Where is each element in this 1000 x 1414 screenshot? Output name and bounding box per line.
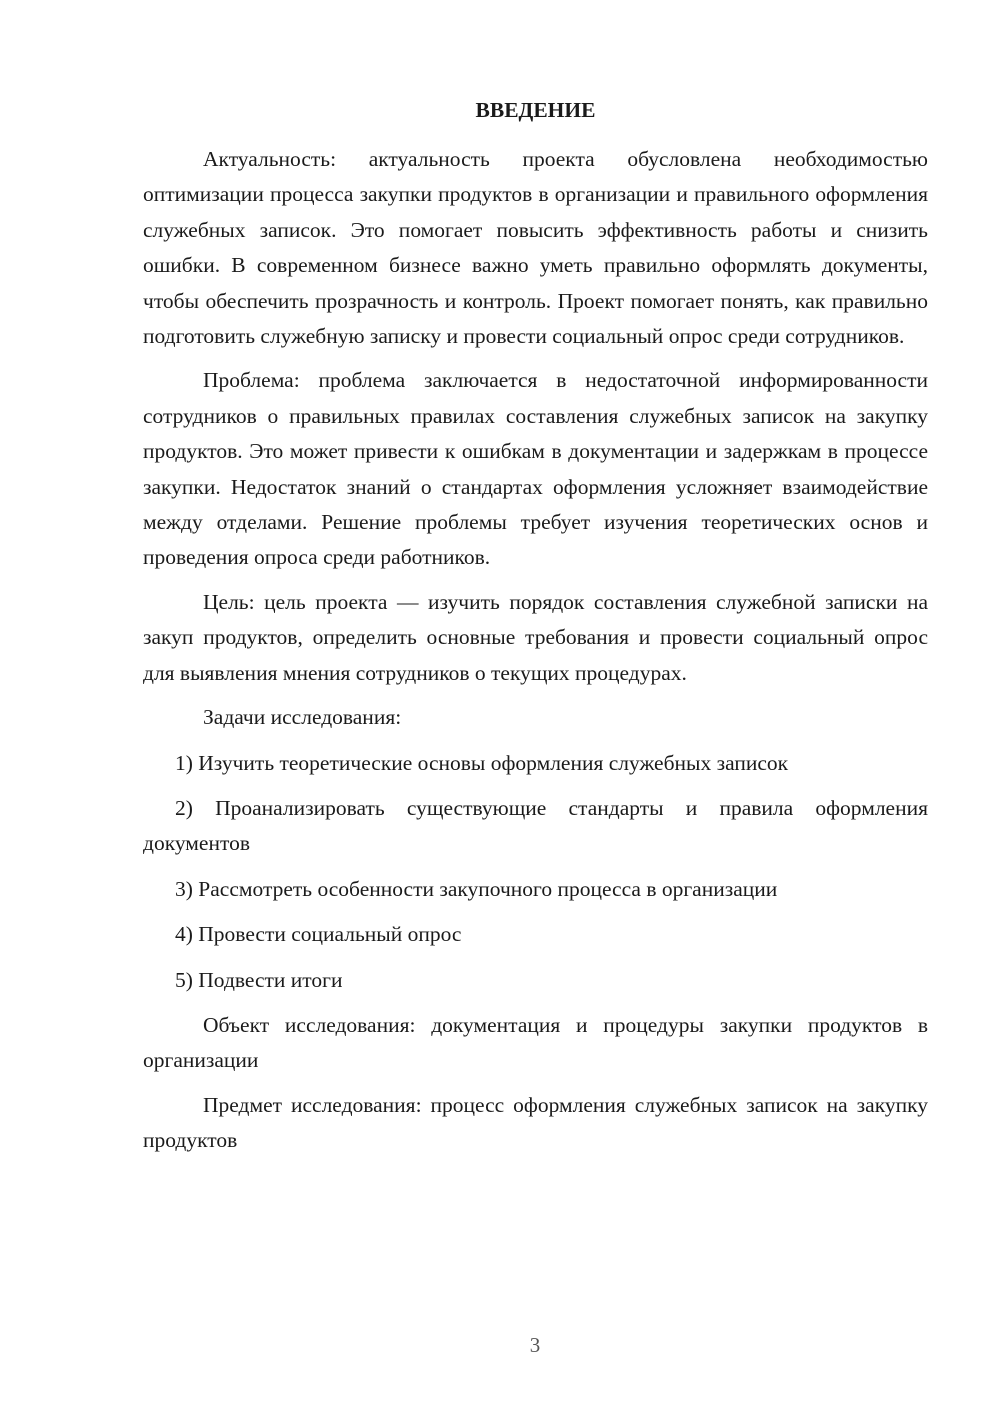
page-title: ВВЕДЕНИЕ (475, 98, 596, 122)
paragraph-goal: Цель: цель проекта — изучить порядок составления служебной записки на закуп продуктов, определить основные требования и провести социальный опрос для выявления мнения сотрудников о текущих процедурах. (143, 589, 928, 685)
document-page (143, 92, 928, 1168)
task-item-3: 3) Рассмотреть особенности закупочного процесса в организации (175, 876, 778, 901)
paragraph-problem: Проблема: проблема заключается в недостаточной информированности сотрудников о правильных правилах составления служебных записок на закупку продуктов. Это может привести к ошибкам в документации и задержкам в процессе закупки. Недостаток знаний о стандартах оформления усложняет взаимодействие между отделами. Решение проблемы требует изучения теоретических основ и проведения опроса среди работников. (143, 368, 928, 570)
paragraph-relevance: Актуальность: актуальность проекта обусловлена необходимостью оптимизации процесса закупки продуктов в организации и правильного оформления служебных записок. Это помогает повысить эффективность работы и снизить ошибки. В современном бизнесе важно уметь правильно оформлять документы, чтобы обеспечить прозрачность и контроль. Проект помогает понять, как правильно подготовить служебную записку и провести социальный опрос среди сотрудников. (143, 147, 928, 349)
task-item-5: 5) Подвести итоги (175, 967, 343, 992)
task-item-2: 2) Проанализировать существующие стандарты и правила оформления документов (143, 795, 928, 856)
paragraph-subject: Предмет исследования: процесс оформления служебных записок на закупку продуктов (143, 1092, 928, 1153)
page-number: 3 (529, 1333, 541, 1357)
task-item-4: 4) Провести социальный опрос (175, 922, 462, 947)
tasks-heading: Задачи исследования: (203, 705, 402, 730)
task-item-1: 1) Изучить теоретические основы оформления служебных записок (175, 750, 789, 775)
paragraph-object: Объект исследования: документация и процедуры закупки продуктов в организации (143, 1012, 928, 1073)
